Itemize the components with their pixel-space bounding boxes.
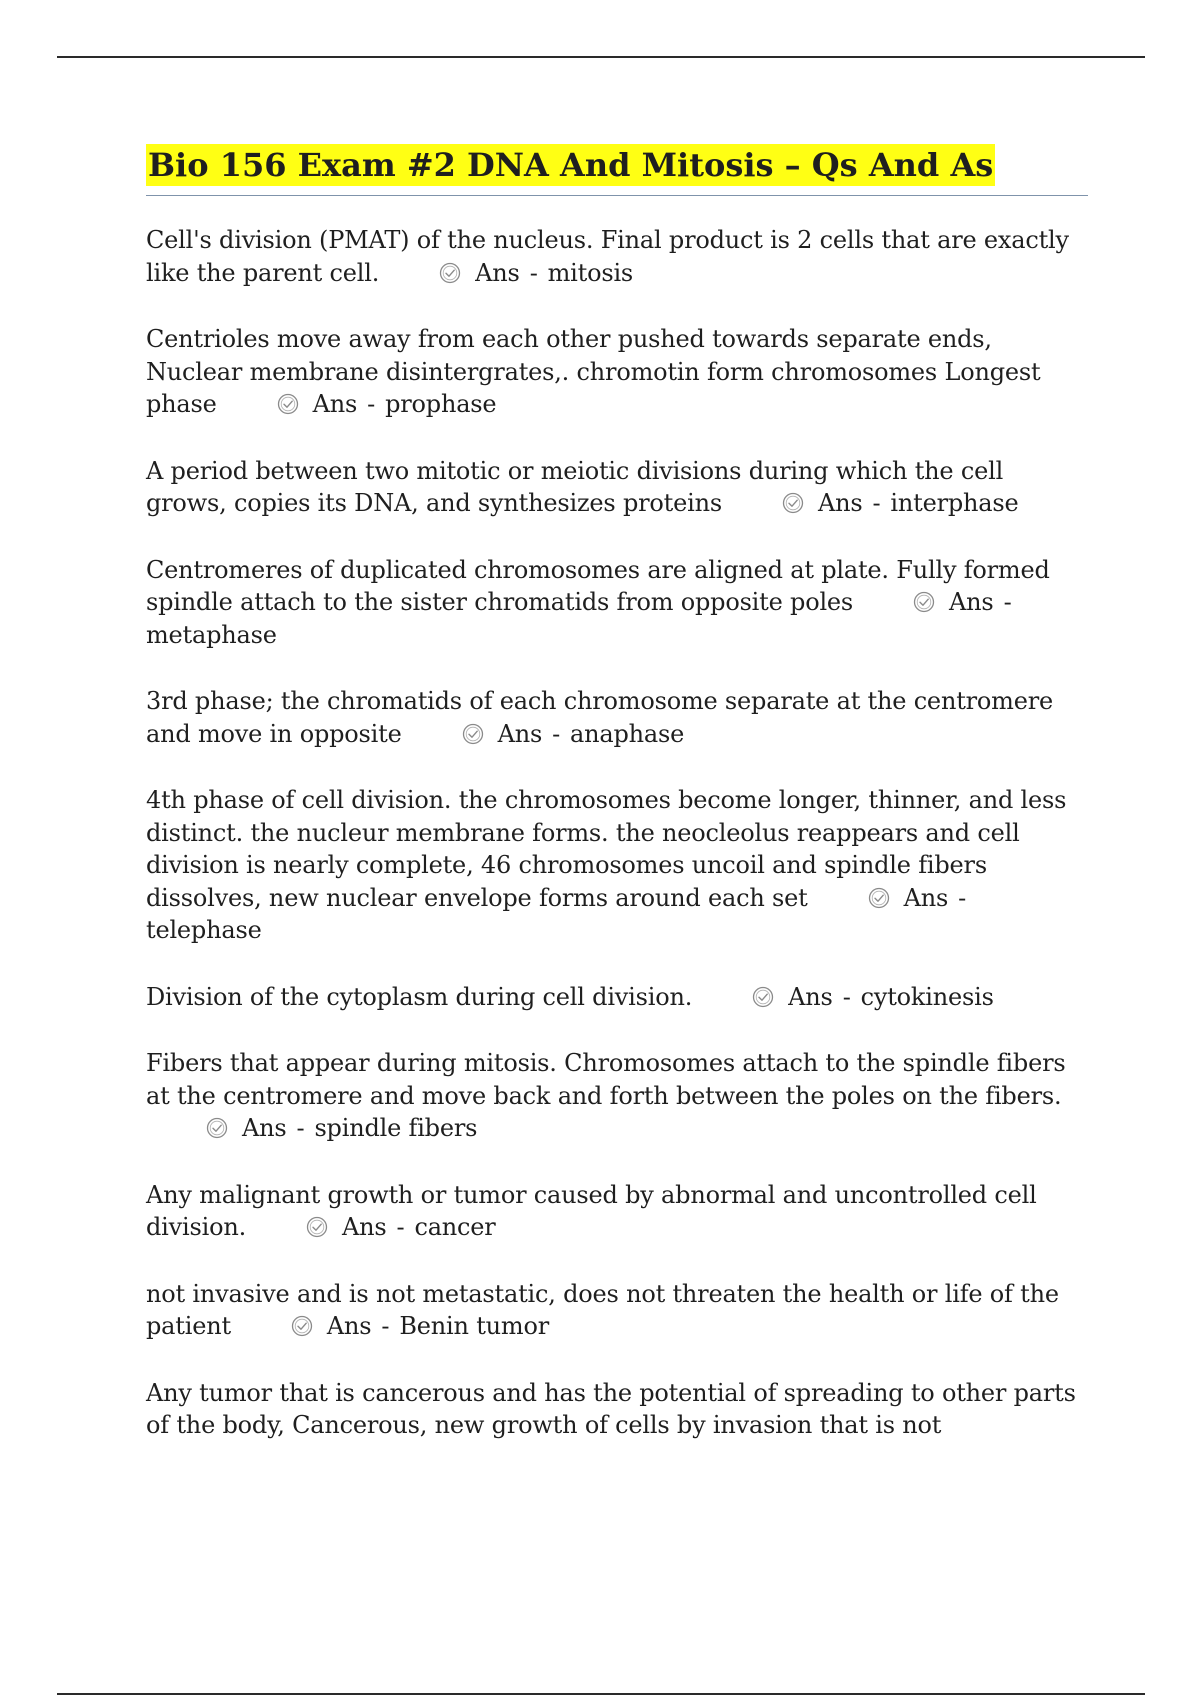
ans-label: Ans	[903, 883, 949, 912]
title-underline	[146, 195, 1088, 196]
page-top-rule	[57, 56, 1145, 58]
ans-label: Ans	[949, 588, 994, 616]
question-text: Cell's division (PMAT) of the nucleus. Final product is 2 cells that are exactly like the parent cell.	[146, 226, 1069, 287]
qa-item	[146, 685, 1088, 750]
question-text: Division of the cytoplasm during cell division.	[146, 982, 693, 1011]
document-title: Bio 156 Exam #2 DNA And Mitosis – Qs And As	[148, 146, 994, 184]
ans-separator: -	[367, 390, 376, 418]
answer-text: telephase	[146, 916, 262, 944]
qa-item	[146, 224, 1088, 289]
ans-separator: -	[396, 1213, 405, 1241]
answer-text: spindle fibers	[314, 1114, 478, 1142]
check-circle-icon	[868, 887, 890, 909]
check-circle-icon	[913, 591, 935, 613]
question-text: Fibers that appear during mitosis. Chromosomes attach to the spindle fibers at the centromere and move back and forth between the poles on the fibers.	[146, 1049, 1066, 1110]
ans-separator: -	[872, 489, 881, 517]
answer-text: anaphase	[570, 719, 685, 748]
answer-text: prophase	[385, 390, 497, 418]
check-circle-icon	[782, 492, 804, 514]
ans-separator: -	[958, 883, 967, 912]
check-circle-icon	[306, 1216, 328, 1238]
qa-item	[146, 784, 1088, 947]
answer-text: cancer	[414, 1213, 496, 1241]
question-text: Centromeres of duplicated chromosomes are aligned at plate. Fully formed spindle attach to the sister chromatids from opposite poles	[146, 555, 1050, 616]
answer-text: cytokinesis	[860, 982, 994, 1011]
ans-label: Ans	[326, 1312, 372, 1340]
answer-text: mitosis	[547, 258, 634, 287]
question-text: not invasive and is not metastatic, does not threaten the health or life of the patient	[146, 1279, 1059, 1340]
ans-label: Ans	[475, 258, 520, 287]
question-text: A period between two mitotic or meiotic divisions during which the cell grows, copies its DNA, and synthesizes proteins	[146, 456, 1004, 517]
question-text: 3rd phase; the chromatids of each chromosome separate at the centromere and move in opposite	[146, 687, 1053, 748]
ans-separator: -	[529, 258, 538, 287]
document-body	[146, 144, 1088, 1476]
question-text: Centrioles move away from each other pushed towards separate ends, Nuclear membrane disintergrates,. chromotin form chromosomes Longest phase	[146, 325, 1041, 418]
check-circle-icon	[291, 1315, 313, 1337]
ans-separator: -	[552, 719, 561, 748]
qa-item	[146, 1278, 1088, 1343]
ans-label: Ans	[817, 489, 863, 517]
check-circle-icon	[752, 986, 774, 1008]
check-circle-icon	[439, 262, 461, 284]
answer-text: Benin tumor	[399, 1312, 549, 1340]
qa-item	[146, 323, 1088, 421]
ans-label: Ans	[312, 390, 358, 418]
qa-list	[146, 224, 1088, 1343]
answer-text: metaphase	[146, 620, 277, 649]
page-bottom-rule	[57, 1693, 1145, 1695]
qa-item	[146, 1047, 1088, 1145]
qa-item	[146, 554, 1088, 652]
ans-separator: -	[1003, 588, 1012, 616]
ans-label: Ans	[242, 1114, 287, 1142]
ans-separator: -	[842, 982, 851, 1011]
qa-item	[146, 1179, 1088, 1244]
ans-label: Ans	[497, 719, 543, 748]
ans-separator: -	[296, 1114, 305, 1142]
answer-text: interphase	[890, 489, 1019, 517]
question-text: Any malignant growth or tumor caused by abnormal and uncontrolled cell division.	[146, 1180, 1037, 1241]
ans-separator: -	[381, 1312, 390, 1340]
check-circle-icon	[462, 723, 484, 745]
check-circle-icon	[206, 1117, 228, 1139]
ans-label: Ans	[342, 1213, 387, 1241]
qa-item	[146, 455, 1088, 520]
ans-label: Ans	[788, 982, 833, 1011]
check-circle-icon	[277, 393, 299, 415]
question-text: 4th phase of cell division. the chromosomes become longer, thinner, and less distinct. the nucleur membrane forms. the neocleolus reappears and cell division is nearly complete, 46 chromosomes uncoil and spindle fibers dissolves, new nuclear envelope forms around each set	[146, 786, 1067, 912]
qa-item	[146, 981, 1088, 1014]
trailing-question: Any tumor that is cancerous and has the potential of spreading to other parts of the body, Cancerous, new growth of cells by invasion that is not	[146, 1378, 1076, 1439]
